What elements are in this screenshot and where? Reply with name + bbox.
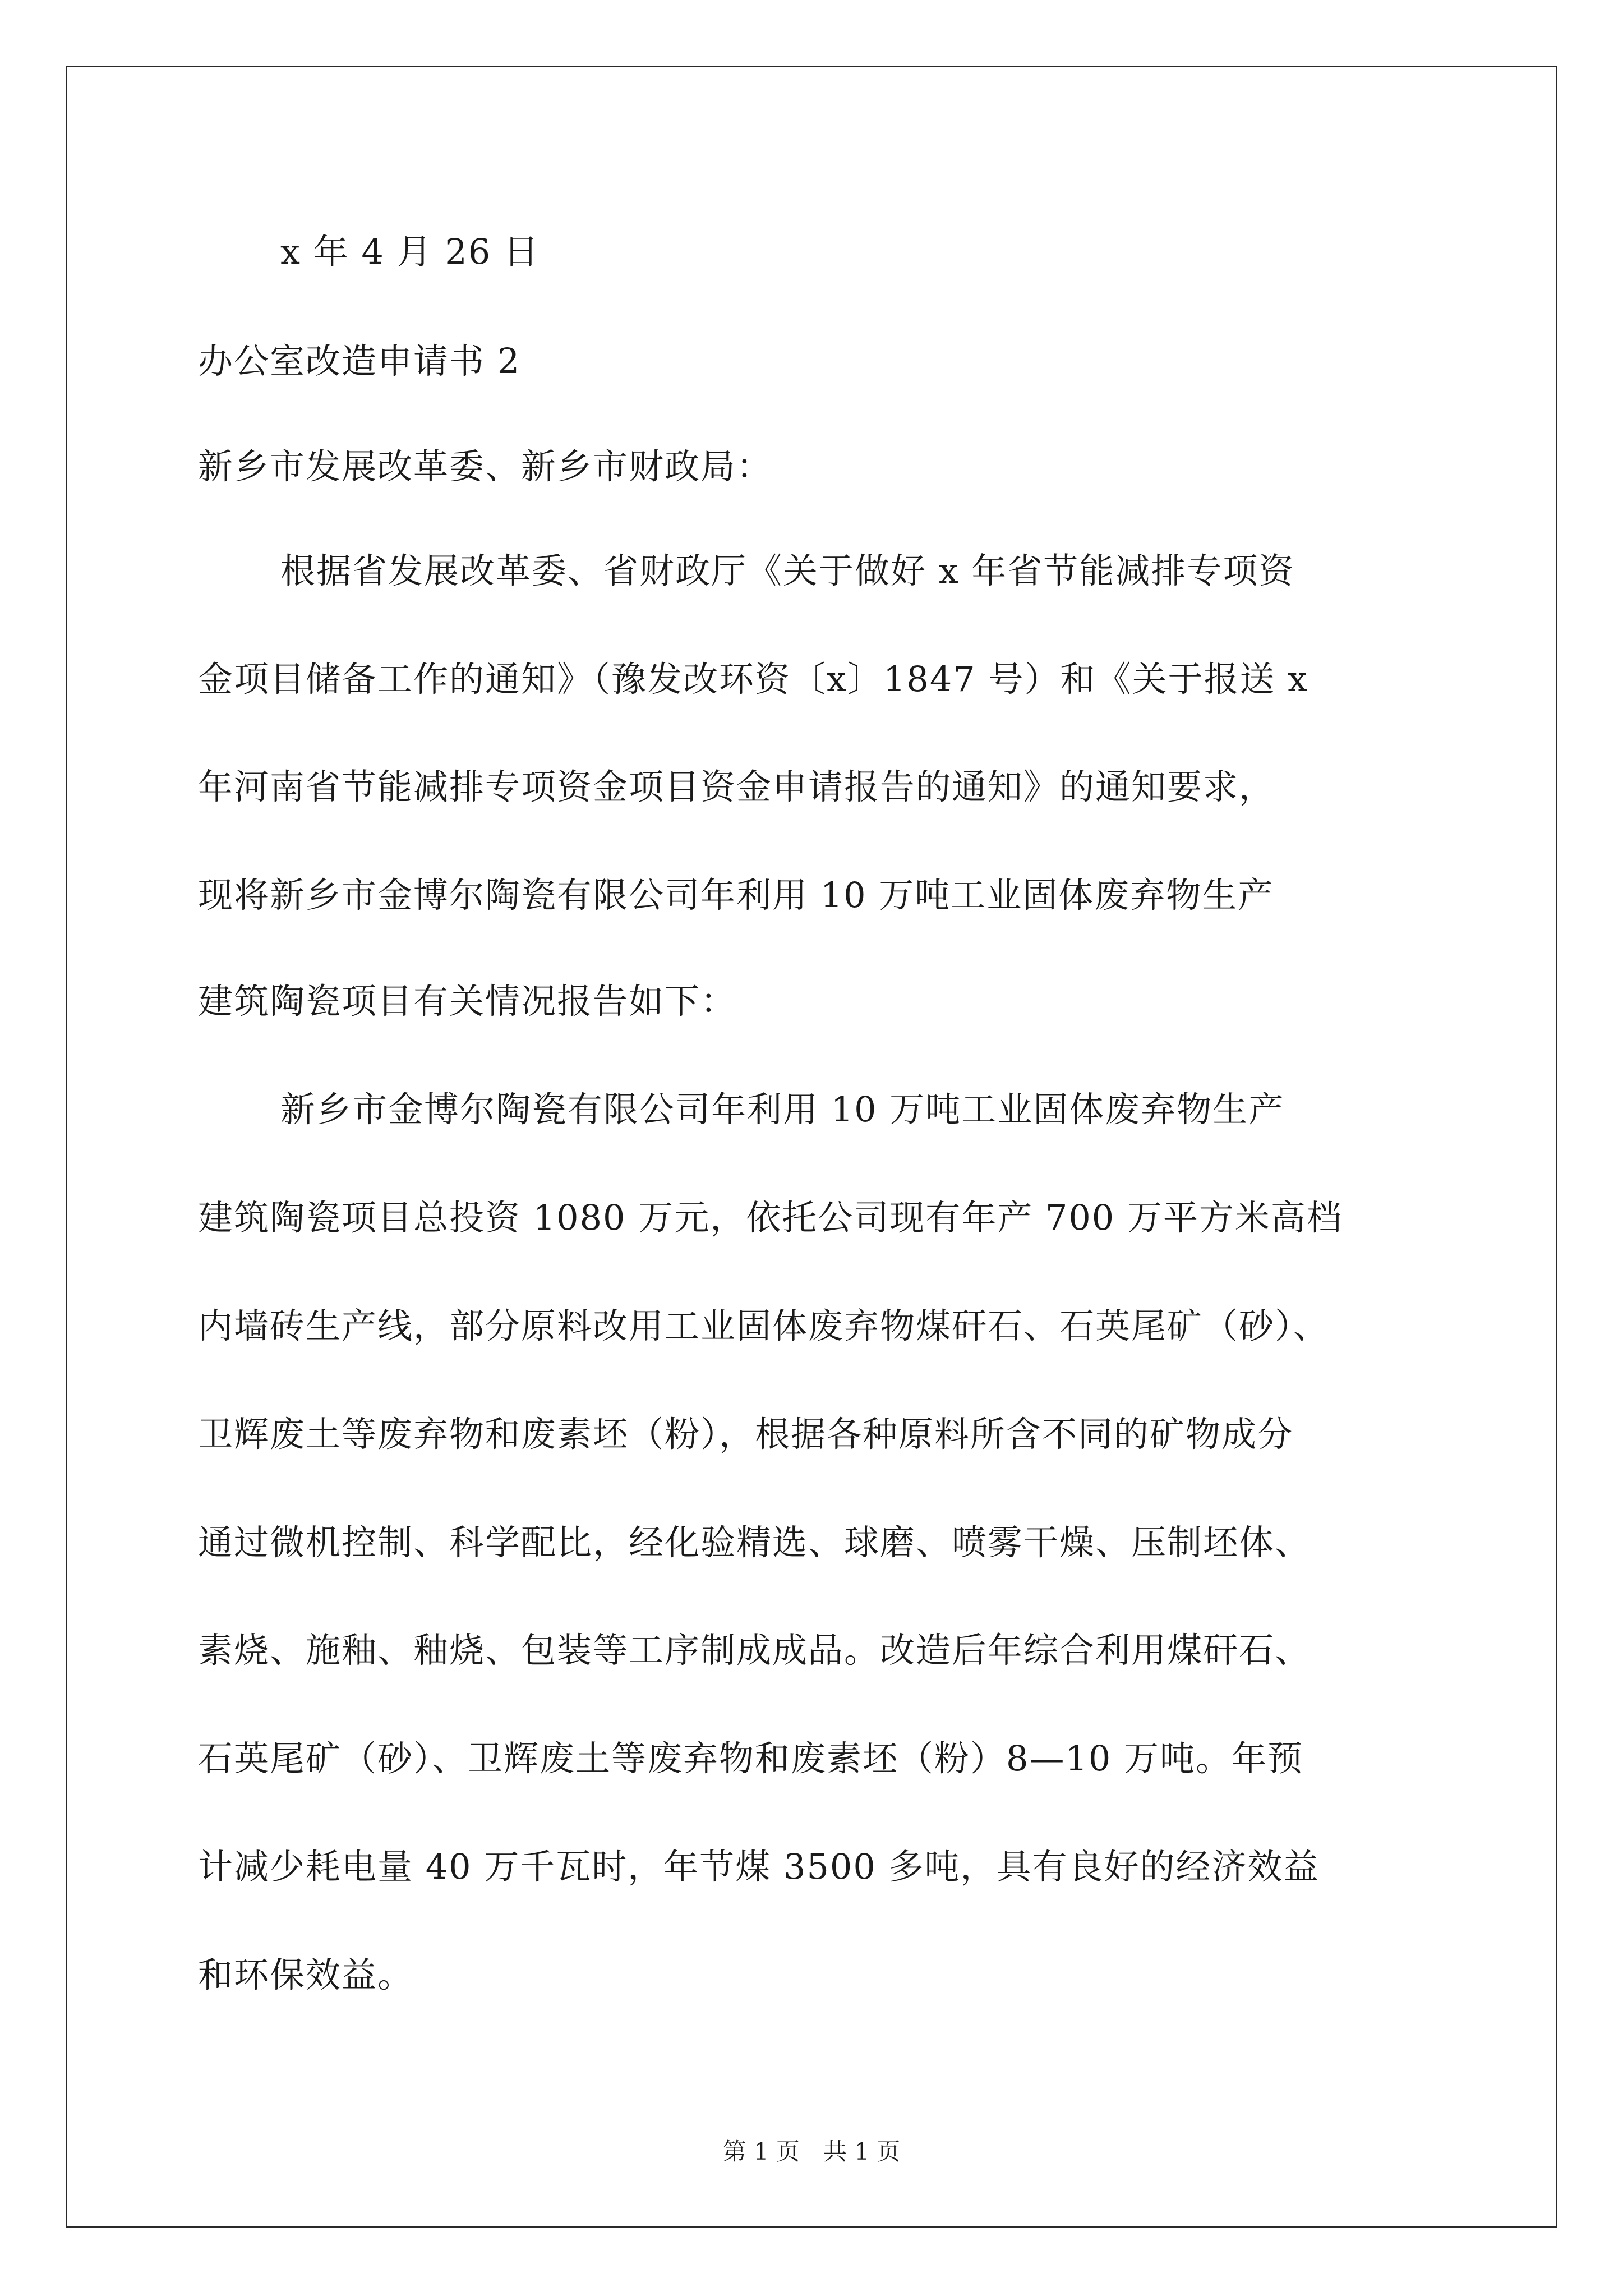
document-title: 办公室改造申请书 2 bbox=[198, 341, 521, 381]
paragraph1-line-2: 金项目储备工作的通知》（豫发改环资〔x〕1847 号）和《关于报送 x bbox=[198, 659, 1309, 700]
date-line: x 年 4 月 26 日 bbox=[280, 231, 540, 272]
paragraph1-line-3: 年河南省节能减排专项资金项目资金申请报告的通知》的通知要求， bbox=[198, 766, 1275, 807]
salutation: 新乡市发展改革委、新乡市财政局： bbox=[198, 446, 773, 487]
paragraph2-line-6: 素烧、施釉、釉烧、包装等工序制成成品。改造后年综合利用煤矸石、 bbox=[198, 1630, 1311, 1671]
paragraph1-line-4: 现将新乡市金博尔陶瓷有限公司年利用 10 万吨工业固体废弃物生产 bbox=[198, 875, 1274, 915]
paragraph2-line-9: 和环保效益。 bbox=[198, 1954, 414, 1995]
page-footer: 第 1 页 共 1 页 bbox=[722, 2138, 901, 2165]
paragraph2-line-4: 卫辉废土等废弃物和废素坯（粉），根据各种原料所含不同的矿物成分 bbox=[198, 1414, 1294, 1455]
paragraph2-line-2: 建筑陶瓷项目总投资 1080 万元，依托公司现有年产 700 万平方米高档 bbox=[198, 1197, 1343, 1238]
paragraph1-line-5: 建筑陶瓷项目有关情况报告如下： bbox=[198, 981, 737, 1022]
page-border bbox=[66, 66, 1557, 2228]
paragraph2-line-8: 计减少耗电量 40 万千瓦时，年节煤 3500 多吨，具有良好的经济效益 bbox=[198, 1846, 1320, 1887]
paragraph2-line-5: 通过微机控制、科学配比，经化验精选、球磨、喷雾干燥、压制坯体、 bbox=[198, 1522, 1311, 1563]
paragraph2-line-7: 石英尾矿（砂）、卫辉废土等废弃物和废素坯（粉）8—10 万吨。年预 bbox=[198, 1738, 1304, 1779]
paragraph2-line-1: 新乡市金博尔陶瓷有限公司年利用 10 万吨工业固体废弃物生产 bbox=[280, 1089, 1285, 1130]
paragraph1-line-1: 根据省发展改革委、省财政厅《关于做好 x 年省节能减排专项资 bbox=[280, 550, 1295, 591]
paragraph2-line-3: 内墙砖生产线，部分原料改用工业固体废弃物煤矸石、石英尾矿（砂）、 bbox=[198, 1305, 1330, 1346]
